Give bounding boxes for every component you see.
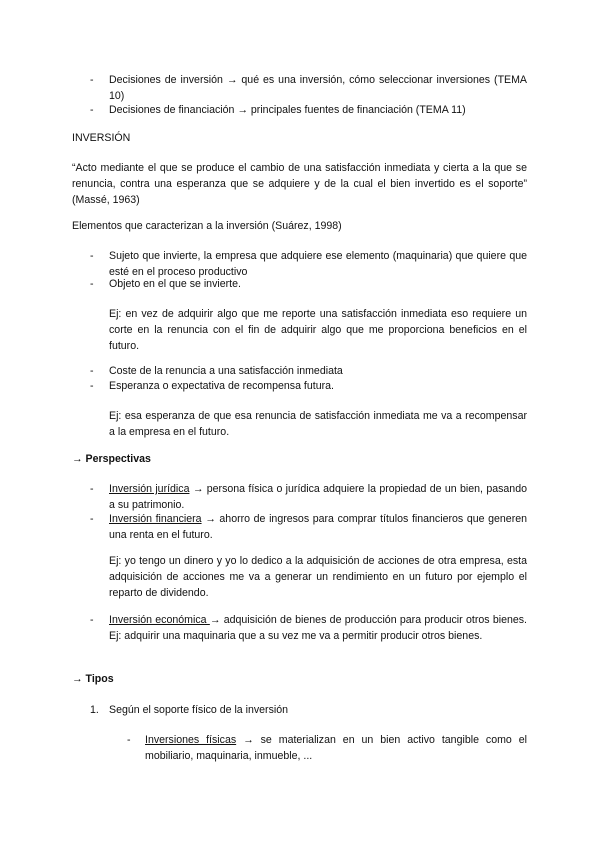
term-fisicas: Inversiones físicas	[145, 734, 237, 746]
definition-quote: “Acto mediante el que se produce el cambio de una satisfacción inmediata y cierta a la que se renuncia, contra una esperanza que se adquiere y de la cual el bien invertido es el soporte” (Massé, 1963)	[72, 162, 527, 206]
bullet-dash: -	[90, 380, 94, 392]
element-item-subject: Sujeto que invierte, la empresa que adquiere ese elemento (maquinaria) que quiere que esté en el proceso productivo	[109, 250, 527, 278]
tipos-item-number: 1.	[90, 704, 99, 716]
bullet-dash: -	[90, 250, 94, 262]
bullet-dash: -	[90, 483, 94, 495]
perspectiva-economica: Inversión económica → adquisición de bienes de producción para producir otros bienes. Ej: adquirir una maquinaria que a su vez me va a permitir producir otros bienes.	[109, 614, 528, 642]
example-1: Ej: en vez de adquirir algo que me reporte una satisfacción inmediata eso requiere un corte en la renuncia con el fin de adquirir algo que me proporciona beneficios en el futuro.	[109, 308, 527, 352]
element-item-expectation: Esperanza o expectativa de recompensa futura.	[109, 380, 334, 392]
bullet-dash: -	[90, 74, 94, 86]
term-juridica: Inversión jurídica	[109, 483, 190, 495]
elements-heading: Elementos que caracterizan a la inversión (Suárez, 1998)	[72, 220, 342, 232]
perspectiva-financiera: Inversión financiera → ahorro de ingresos para comprar títulos financieros que generen una renta en el futuro.	[109, 513, 528, 541]
perspectivas-heading: → Perspectivas	[72, 453, 151, 465]
bullet-dash: -	[90, 104, 94, 116]
bullet-dash: -	[90, 278, 94, 290]
intro-item-1: Decisiones de inversión → qué es una inversión, cómo seleccionar inversiones (TEMA 10)	[109, 74, 527, 102]
section-title: INVERSIÓN	[72, 132, 131, 144]
bullet-dash: -	[127, 734, 131, 746]
tipos-item-1: Según el soporte físico de la inversión	[109, 704, 289, 716]
term-financiera: Inversión financiera	[109, 513, 202, 525]
element-item-object: Objeto en el que se invierte.	[109, 278, 241, 290]
bullet-dash: -	[90, 365, 94, 377]
perspectiva-juridica: Inversión jurídica → persona física o jurídica adquiere la propiedad de un bien, pasando a su patrimonio.	[109, 483, 527, 511]
example-2: Ej: esa esperanza de que esa renuncia de satisfacción inmediata me va a recompensar a la empresa en el futuro.	[109, 410, 527, 438]
inversiones-fisicas: Inversiones físicas → se materializan en un bien activo tangible como el mobiliario, maquinaria, inmueble, ...	[145, 734, 527, 762]
bullet-dash: -	[90, 513, 94, 525]
term-economica: Inversión económica	[109, 614, 210, 626]
bullet-dash: -	[90, 614, 94, 626]
tipos-heading: → Tipos	[72, 673, 114, 685]
example-3: Ej: yo tengo un dinero y yo lo dedico a la adquisición de acciones de otra empresa, esta adquisición de acciones me va a generar un rendimiento en un futuro por ejemplo el reparto de dividendo.	[109, 555, 527, 599]
intro-item-2: Decisiones de financiación → principales fuentes de financiación (TEMA 11)	[109, 104, 466, 116]
element-item-cost: Coste de la renuncia a una satisfacción inmediata	[109, 365, 343, 377]
